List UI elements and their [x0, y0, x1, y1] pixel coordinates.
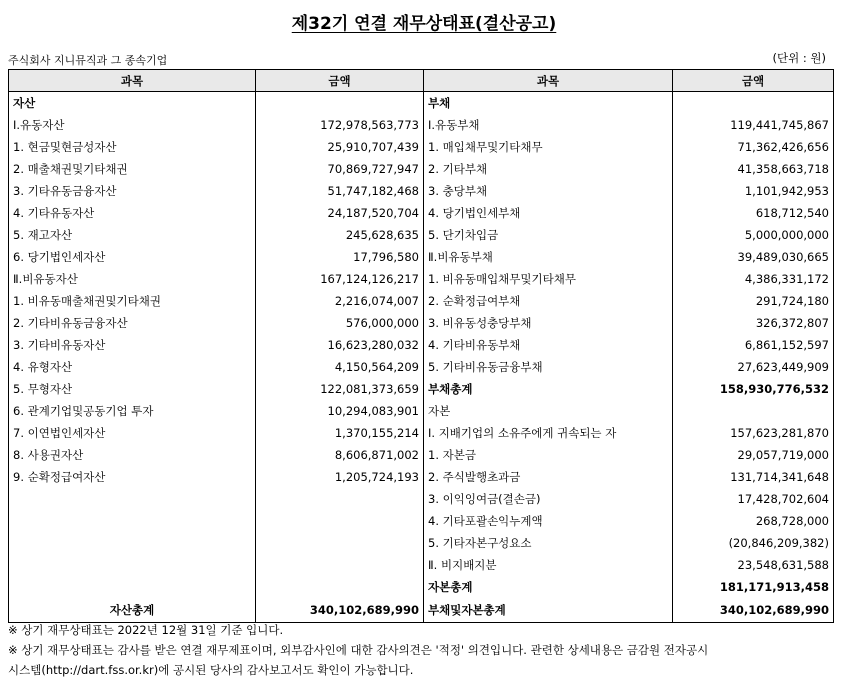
right-amount-cell: 326,372,807 [673, 312, 834, 334]
left-account-cell: 6. 당기법인세자산 [9, 246, 256, 268]
balance-sheet-table [8, 69, 834, 623]
right-account-cell: 4. 당기법인세부채 [424, 202, 673, 224]
footnote-2: ※ 상기 재무상태표는 감사를 받은 연결 재무제표이며, 외부감사인에 대한 감사의견은 '적정' 의견입니다. 관련한 상세내용은 금감원 전자공시 [8, 643, 709, 657]
left-account-cell: 자산 [9, 92, 256, 115]
left-amount-cell: 2,216,074,007 [256, 290, 424, 312]
left-amount-cell: 51,747,182,468 [256, 180, 424, 202]
left-account-cell: 2. 기타비유동금융자산 [9, 312, 256, 334]
right-account-cell: Ⅱ.비유동부채 [424, 246, 673, 268]
right-amount-cell: 1,101,942,953 [673, 180, 834, 202]
right-account-cell: Ⅰ. 지배기업의 소유주에게 귀속되는 자 [424, 422, 673, 444]
left-amount-cell [256, 554, 424, 576]
right-amount-cell: 157,623,281,870 [673, 422, 834, 444]
left-account-cell: 6. 관계기업및공동기업 투자 [9, 400, 256, 422]
table-row [9, 378, 834, 400]
right-amount-cell: 6,861,152,597 [673, 334, 834, 356]
left-amount-cell: 70,869,727,947 [256, 158, 424, 180]
left-account-cell: 3. 기타비유동자산 [9, 334, 256, 356]
right-amount-cell: 23,548,631,588 [673, 554, 834, 576]
right-amount-cell: 5,000,000,000 [673, 224, 834, 246]
left-amount-cell: 10,294,083,901 [256, 400, 424, 422]
right-account-cell: 5. 기타비유동금융부채 [424, 356, 673, 378]
left-amount-cell: 340,102,689,990 [256, 598, 424, 623]
table-row [9, 312, 834, 334]
header-right-amount: 금액 [673, 70, 834, 92]
right-account-cell: 1. 자본금 [424, 444, 673, 466]
table-row [9, 576, 834, 598]
right-account-cell: 3. 비유동성충당부채 [424, 312, 673, 334]
left-account-cell: 9. 순확정급여자산 [9, 466, 256, 488]
right-account-cell: 2. 주식발행초과금 [424, 466, 673, 488]
right-account-cell: 2. 순확정급여부채 [424, 290, 673, 312]
left-amount-cell: 245,628,635 [256, 224, 424, 246]
left-account-cell [9, 554, 256, 576]
table-row [9, 92, 834, 115]
table-header-row [9, 70, 834, 92]
left-amount-cell [256, 576, 424, 598]
left-amount-cell: 167,124,126,217 [256, 268, 424, 290]
right-account-cell: 2. 기타부채 [424, 158, 673, 180]
right-amount-cell: 158,930,776,532 [673, 378, 834, 400]
table-row [9, 114, 834, 136]
right-amount-cell: 268,728,000 [673, 510, 834, 532]
right-account-cell: 3. 충당부채 [424, 180, 673, 202]
left-amount-cell: 17,796,580 [256, 246, 424, 268]
left-amount-cell: 576,000,000 [256, 312, 424, 334]
table-row [9, 224, 834, 246]
table-row [9, 554, 834, 576]
table-row [9, 422, 834, 444]
left-account-cell: 3. 기타유동금융자산 [9, 180, 256, 202]
table-row [9, 158, 834, 180]
table-row [9, 268, 834, 290]
right-amount-cell: 618,712,540 [673, 202, 834, 224]
right-amount-cell [673, 400, 834, 422]
table-row [9, 510, 834, 532]
company-name: 주식회사 지니뮤직과 그 종속기업 [8, 54, 168, 67]
left-amount-cell: 172,978,563,773 [256, 114, 424, 136]
footnotes [8, 620, 842, 680]
left-amount-cell [256, 488, 424, 510]
right-amount-cell: 39,489,030,665 [673, 246, 834, 268]
left-amount-cell [256, 92, 424, 115]
page-title [0, 9, 848, 34]
table-body [9, 92, 834, 623]
right-account-cell: 4. 기타포괄손익누계액 [424, 510, 673, 532]
right-account-cell: 3. 이익잉여금(결손금) [424, 488, 673, 510]
header-left-account: 과목 [9, 70, 256, 92]
right-amount-cell: 71,362,426,656 [673, 136, 834, 158]
right-account-cell: 부채총계 [424, 378, 673, 400]
left-amount-cell: 16,623,280,032 [256, 334, 424, 356]
left-account-cell [9, 576, 256, 598]
table-row [9, 246, 834, 268]
table-row [9, 180, 834, 202]
right-account-cell: 부채 [424, 92, 673, 115]
right-account-cell: 부채및자본총계 [424, 598, 673, 623]
table-row [9, 356, 834, 378]
table-row [9, 136, 834, 158]
left-account-cell: 자산총계 [9, 598, 256, 623]
right-amount-cell: (20,846,209,382) [673, 532, 834, 554]
right-account-cell: Ⅱ. 비지배지분 [424, 554, 673, 576]
left-amount-cell: 1,205,724,193 [256, 466, 424, 488]
table-row [9, 334, 834, 356]
right-account-cell: 1. 비유동매입채무및기타채무 [424, 268, 673, 290]
header-left-amount: 금액 [256, 70, 424, 92]
left-account-cell: 7. 이연법인세자산 [9, 422, 256, 444]
left-account-cell: 4. 기타유동자산 [9, 202, 256, 224]
right-account-cell: 1. 매입채무및기타채무 [424, 136, 673, 158]
right-amount-cell: 119,441,745,867 [673, 114, 834, 136]
table-row [9, 488, 834, 510]
right-account-cell: 5. 기타자본구성요소 [424, 532, 673, 554]
right-amount-cell: 41,358,663,718 [673, 158, 834, 180]
table-row [9, 598, 834, 623]
left-account-cell [9, 510, 256, 532]
left-amount-cell: 1,370,155,214 [256, 422, 424, 444]
table-row [9, 532, 834, 554]
table-row [9, 444, 834, 466]
left-amount-cell: 25,910,707,439 [256, 136, 424, 158]
right-amount-cell: 17,428,702,604 [673, 488, 834, 510]
left-account-cell: 4. 유형자산 [9, 356, 256, 378]
left-account-cell [9, 488, 256, 510]
table-row [9, 202, 834, 224]
left-amount-cell: 4,150,564,209 [256, 356, 424, 378]
left-amount-cell: 122,081,373,659 [256, 378, 424, 400]
left-account-cell: 8. 사용권자산 [9, 444, 256, 466]
unit-label: (단위 : 원) [772, 51, 826, 65]
right-amount-cell [673, 92, 834, 115]
left-account-cell: Ⅰ.유동자산 [9, 114, 256, 136]
right-amount-cell: 291,724,180 [673, 290, 834, 312]
table-row [9, 400, 834, 422]
left-account-cell: 2. 매출채권및기타채권 [9, 158, 256, 180]
left-amount-cell: 8,606,871,002 [256, 444, 424, 466]
right-amount-cell: 4,386,331,172 [673, 268, 834, 290]
right-account-cell: 5. 단기차입금 [424, 224, 673, 246]
left-amount-cell: 24,187,520,704 [256, 202, 424, 224]
left-account-cell: 1. 현금및현금성자산 [9, 136, 256, 158]
right-amount-cell: 181,171,913,458 [673, 576, 834, 598]
right-amount-cell: 131,714,341,648 [673, 466, 834, 488]
table-row [9, 290, 834, 312]
table-row [9, 466, 834, 488]
header-right-account: 과목 [424, 70, 673, 92]
left-account-cell: 1. 비유동매출채권및기타채권 [9, 290, 256, 312]
footnote-3: 시스템(http://dart.fss.or.kr)에 공시된 당사의 감사보고서도 확인이 가능합니다. [8, 663, 414, 677]
right-amount-cell: 27,623,449,909 [673, 356, 834, 378]
left-amount-cell [256, 532, 424, 554]
left-account-cell: 5. 무형자산 [9, 378, 256, 400]
left-account-cell: 5. 재고자산 [9, 224, 256, 246]
left-account-cell [9, 532, 256, 554]
right-account-cell: 자본 [424, 400, 673, 422]
right-account-cell: 자본총계 [424, 576, 673, 598]
left-amount-cell [256, 510, 424, 532]
right-amount-cell: 29,057,719,000 [673, 444, 834, 466]
footnote-1: ※ 상기 재무상태표는 2022년 12월 31일 기준 입니다. [8, 623, 284, 637]
title-text: 제32기 연결 재무상태표(결산공고) [291, 14, 557, 34]
right-amount-cell: 340,102,689,990 [673, 598, 834, 623]
right-account-cell: Ⅰ.유동부채 [424, 114, 673, 136]
left-account-cell: Ⅱ.비유동자산 [9, 268, 256, 290]
right-account-cell: 4. 기타비유동부채 [424, 334, 673, 356]
